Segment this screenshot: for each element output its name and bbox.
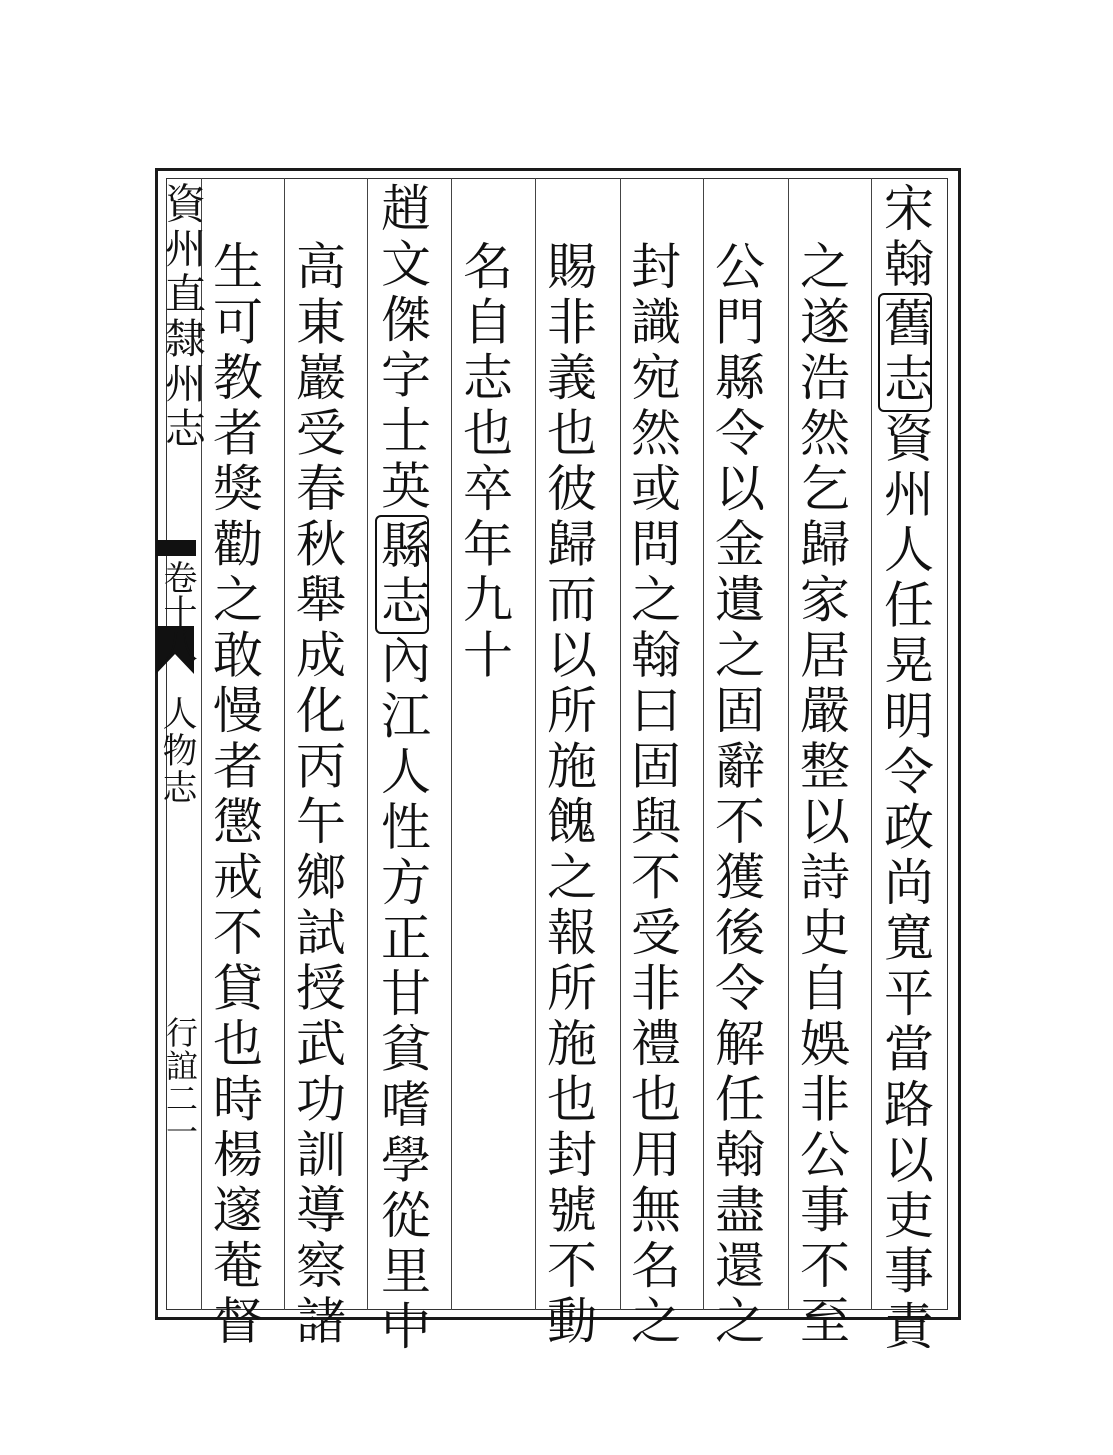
- section-label: [152, 695, 202, 806]
- person-name: 翰: [876, 237, 934, 293]
- column-text: 之遂浩然乞歸家居嚴整以詩史自娛非公事不至: [792, 240, 850, 1350]
- column-text: 高東巖受春秋舉成化丙午鄉試授武功訓導察諸: [288, 240, 346, 1350]
- volume-label: [153, 560, 202, 662]
- column-text: 內江人性方正甘貧嗜學從里中: [373, 634, 431, 1356]
- column-rule: [703, 178, 704, 1310]
- text-column-9: [205, 240, 263, 1350]
- text-column-7: [375, 182, 429, 1356]
- column-text: 公門縣令以金遺之固辭不獲後令解任翰盡還之: [707, 240, 765, 1350]
- text-column-6: [455, 240, 513, 684]
- text-column-3: [707, 240, 765, 1350]
- source-citation-box: 舊志: [878, 293, 932, 412]
- text-column-1: [878, 182, 932, 1356]
- column-text: 生可教者獎勸之敢慢者懲戒不貸也時楊邃菴督: [205, 240, 263, 1350]
- volume-text: 卷十八: [157, 560, 197, 662]
- text-column-8: [288, 240, 346, 1350]
- column-text: 資州人任晃明令政尚寬平當路以吏事責: [876, 412, 934, 1356]
- column-text: 名自志也卒年九十: [455, 240, 513, 684]
- section-text: 人物志: [157, 695, 197, 806]
- column-text: 賜非義也彼歸而以所施餽之報所施也封號不動: [539, 240, 597, 1350]
- text-column-2: [792, 240, 850, 1350]
- book-title-text: 資州直隸州志: [158, 182, 206, 452]
- column-rule: [367, 178, 368, 1310]
- column-rule: [451, 178, 452, 1310]
- text-column-5: [539, 240, 597, 1350]
- column-rule: [620, 178, 621, 1310]
- book-title: [153, 182, 212, 452]
- black-mouth-bar: [156, 540, 196, 556]
- page-label: [157, 1016, 203, 1148]
- column-rule: [871, 178, 872, 1310]
- dynasty-marker: 宋: [876, 182, 934, 238]
- person-name: 趙文傑字士英: [373, 182, 431, 515]
- source-citation-box: 縣志: [375, 515, 429, 634]
- column-rule: [284, 178, 285, 1310]
- column-rule: [788, 178, 789, 1310]
- text-column-4: [623, 240, 681, 1350]
- page-label-text: 行誼二一: [161, 1016, 199, 1148]
- column-text: 封識宛然或問之翰曰固與不受非禮也用無名之: [623, 240, 681, 1350]
- column-rule: [535, 178, 536, 1310]
